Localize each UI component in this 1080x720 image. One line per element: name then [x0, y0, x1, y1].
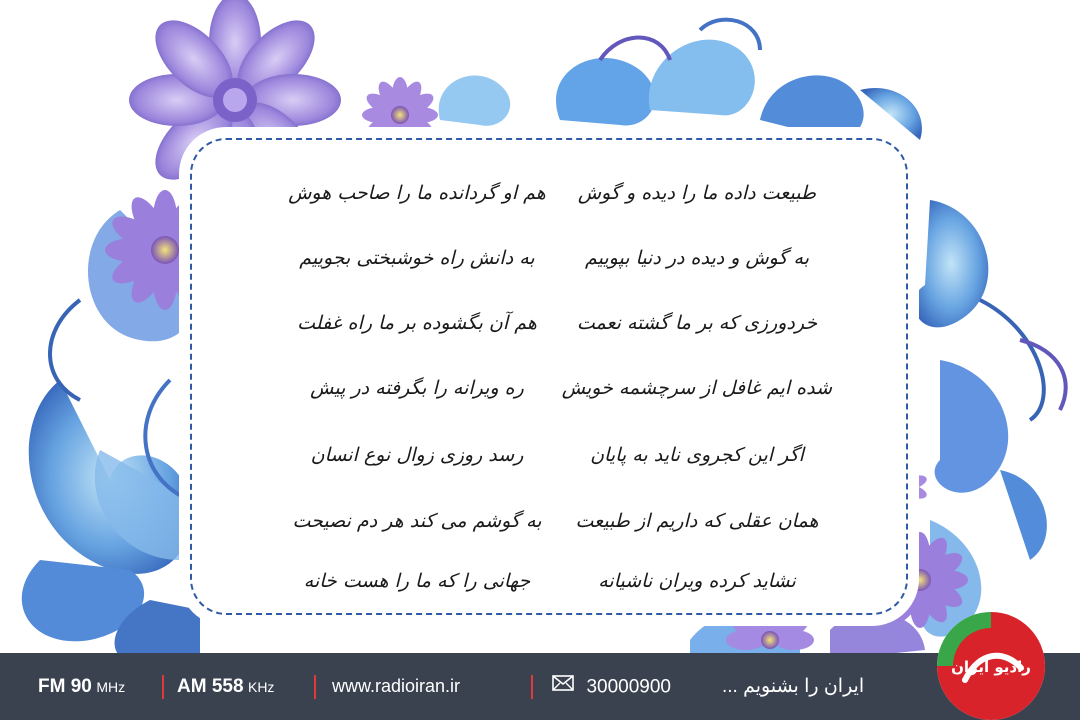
website-link[interactable]: www.radioiran.ir	[332, 676, 461, 696]
radio-iran-logo	[935, 610, 1047, 720]
verse-right-2: به گوش و دیده در دنیا بپوییم	[584, 247, 810, 269]
verse-right-3: خردورزی که بر ما گشته نعمت	[576, 312, 818, 334]
verse-left-3: هم آن بگشوده بر ما راه غفلت	[297, 312, 537, 334]
verse-right-7: نشاید کرده ویران ناشیانه	[598, 570, 796, 592]
verse-left-2: به دانش راه خوشبختی بجوییم	[299, 247, 535, 269]
fm-frequency	[38, 653, 125, 720]
top-swirls	[439, 20, 922, 141]
verse-right-6: همان عقلی که داریم از طبیعت	[575, 510, 819, 532]
sms-number: 30000900	[586, 676, 671, 698]
separator	[162, 675, 164, 699]
verse-left-5: رسد روزی زوال نوع انسان	[310, 444, 524, 466]
logo-text: رادیو ایران	[951, 658, 1031, 676]
footer-bar	[0, 653, 1080, 720]
verse-right-5: اگر این کجروی ناید به پایان	[590, 444, 804, 466]
slogan: ایران را بشنویم ...	[722, 676, 865, 697]
fm-label: FM 90	[38, 676, 92, 697]
am-unit: KHz	[247, 679, 275, 695]
verse-left-4: ره ویرانه را بگرفته در پیش	[310, 377, 524, 399]
fm-unit: MHz	[96, 679, 126, 695]
envelope-icon	[552, 653, 574, 720]
poem-card	[182, 130, 916, 623]
separator	[531, 675, 533, 699]
verse-right-4: شده ایم غافل از سرچشمه خویش	[561, 377, 832, 399]
verse-left-6: به گوشم می کند هر دم نصیحت	[292, 510, 542, 532]
sms-info	[552, 653, 671, 720]
separator	[314, 675, 316, 699]
am-frequency	[177, 653, 274, 720]
verse-left-7: جهانی را که ما را هست خانه	[303, 570, 531, 592]
verse-right-1: طبیعت داده ما را دیده و گوش	[577, 182, 817, 204]
am-label: AM 558	[177, 676, 244, 697]
verse-left-1: هم او گردانده ما را صاحب هوش	[288, 182, 546, 204]
poem	[182, 130, 916, 623]
